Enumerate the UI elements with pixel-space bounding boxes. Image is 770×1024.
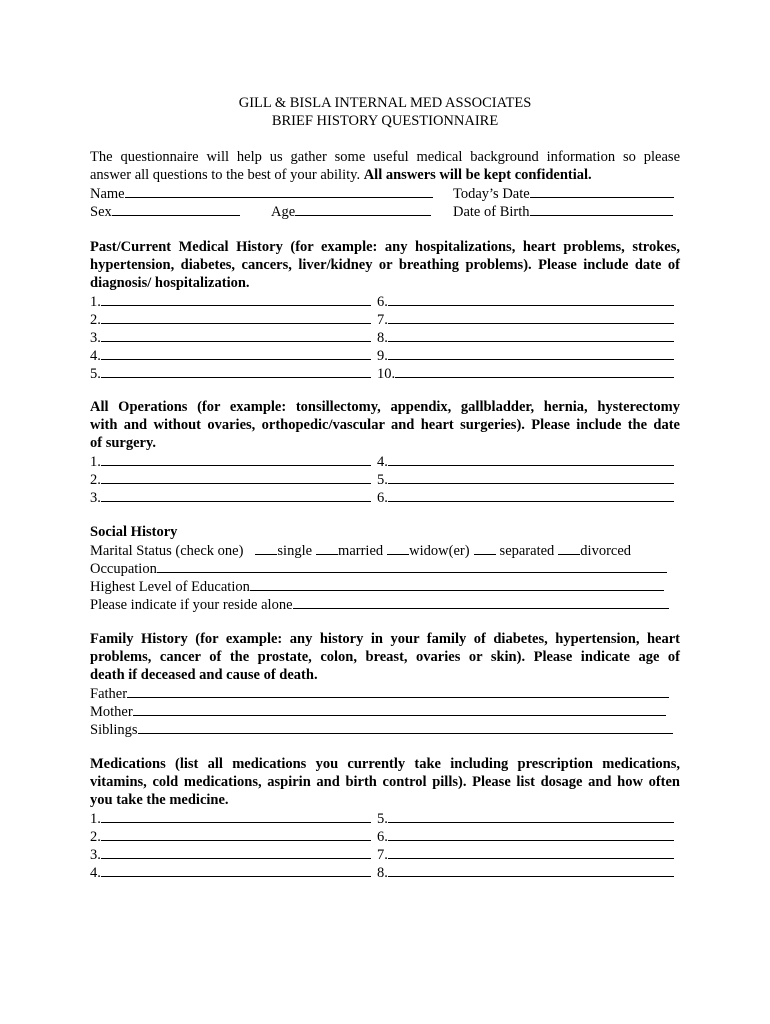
medical-history-entry[interactable] xyxy=(377,364,674,383)
medication-entry[interactable] xyxy=(377,845,674,864)
entry-number: 10. xyxy=(377,366,396,382)
siblings-line[interactable] xyxy=(138,720,673,734)
operation-entry[interactable] xyxy=(90,470,371,489)
entry-line[interactable] xyxy=(388,809,674,823)
entry-line[interactable] xyxy=(101,488,371,502)
medical-history-entry[interactable] xyxy=(90,310,371,329)
entry-line[interactable] xyxy=(101,845,371,859)
occupation-label: Occupation xyxy=(90,561,157,577)
occupation-line[interactable] xyxy=(157,559,667,573)
dob-field[interactable] xyxy=(453,202,673,221)
dob-label: Date of Birth xyxy=(453,204,530,220)
entry-line[interactable] xyxy=(395,364,674,378)
entry-number: 2. xyxy=(90,829,101,845)
medication-entry[interactable] xyxy=(377,827,674,846)
entry-number: 3. xyxy=(90,490,101,506)
entry-line[interactable] xyxy=(101,346,371,360)
siblings-label: Siblings xyxy=(90,722,138,738)
medical-history-entry[interactable] xyxy=(377,346,674,365)
operation-entry[interactable] xyxy=(90,452,371,471)
entry-number: 1. xyxy=(90,454,101,470)
education-field[interactable] xyxy=(90,577,664,596)
entry-line[interactable] xyxy=(388,470,674,484)
family-history-heading-2: problems, cancer of the prostate, colon, breast, ovaries or skin). Please indicate age of xyxy=(90,649,680,665)
mother-field[interactable] xyxy=(90,702,666,721)
sex-label: Sex xyxy=(90,204,112,220)
entry-line[interactable] xyxy=(101,470,371,484)
operation-entry[interactable] xyxy=(90,488,371,507)
entry-number: 5. xyxy=(377,472,388,488)
entry-number: 6. xyxy=(377,829,388,845)
operations-heading-3: of surgery. xyxy=(90,435,157,451)
medication-entry[interactable] xyxy=(90,845,371,864)
entry-line[interactable] xyxy=(101,310,371,324)
social-history-heading: Social History xyxy=(90,524,178,540)
age-field[interactable] xyxy=(271,202,431,221)
name-label: Name xyxy=(90,186,125,202)
entry-number: 6. xyxy=(377,490,388,506)
entry-line[interactable] xyxy=(388,346,674,360)
reside-alone-field[interactable] xyxy=(90,595,669,614)
medication-entry[interactable] xyxy=(90,809,371,828)
intro-line-1: The questionnaire will help us gather some useful medical background information so please xyxy=(90,149,680,165)
siblings-field[interactable] xyxy=(90,720,673,739)
todays-date-line[interactable] xyxy=(530,184,674,198)
entry-line[interactable] xyxy=(101,452,371,466)
entry-number: 7. xyxy=(377,312,388,328)
entry-line[interactable] xyxy=(101,809,371,823)
entry-line[interactable] xyxy=(388,292,674,306)
education-line[interactable] xyxy=(250,577,664,591)
entry-number: 8. xyxy=(377,865,388,881)
operation-entry[interactable] xyxy=(377,488,674,507)
divorced-check-line[interactable] xyxy=(558,541,580,555)
medication-entry[interactable] xyxy=(90,827,371,846)
father-field[interactable] xyxy=(90,684,669,703)
age-label: Age xyxy=(271,204,296,220)
entry-number: 9. xyxy=(377,348,388,364)
medical-history-entry[interactable] xyxy=(90,328,371,347)
entry-number: 1. xyxy=(90,294,101,310)
medical-history-entry[interactable] xyxy=(90,346,371,365)
entry-number: 8. xyxy=(377,330,388,346)
mother-line[interactable] xyxy=(133,702,666,716)
medical-history-heading-2: hypertension, diabetes, cancers, liver/kidney or breathing problems). Please include date of xyxy=(90,257,680,273)
entry-number: 6. xyxy=(377,294,388,310)
medication-entry[interactable] xyxy=(377,809,674,828)
medical-history-heading-1: Past/Current Medical History (for example: any hospitalizations, heart problems, strokes, xyxy=(90,239,680,255)
mother-label: Mother xyxy=(90,704,133,720)
medications-heading-3: you take the medicine. xyxy=(90,792,229,808)
single-check-line[interactable] xyxy=(255,541,277,555)
medication-entry[interactable] xyxy=(90,863,371,882)
medications-heading-1: Medications (list all medications you currently take including prescription medications, xyxy=(90,756,680,772)
medical-history-entry[interactable] xyxy=(377,292,674,311)
married-check-line[interactable] xyxy=(316,541,338,555)
married-option: married xyxy=(338,543,384,559)
medication-entry[interactable] xyxy=(377,863,674,882)
entry-line[interactable] xyxy=(101,863,371,877)
family-history-heading-3: death if deceased and cause of death. xyxy=(90,667,318,683)
entry-number: 5. xyxy=(90,366,101,382)
widow-check-line[interactable] xyxy=(387,541,409,555)
medical-history-heading-3: diagnosis/ hospitalization. xyxy=(90,275,250,291)
sex-line[interactable] xyxy=(112,202,240,216)
name-line[interactable] xyxy=(125,184,433,198)
entry-line[interactable] xyxy=(101,292,371,306)
medical-history-entry[interactable] xyxy=(377,328,674,347)
intro-line-2 xyxy=(90,166,592,184)
entry-line[interactable] xyxy=(388,863,674,877)
entry-line[interactable] xyxy=(101,364,371,378)
entry-number: 5. xyxy=(377,811,388,827)
father-line[interactable] xyxy=(127,684,669,698)
entry-line[interactable] xyxy=(101,827,371,841)
reside-alone-line[interactable] xyxy=(293,595,669,609)
entry-number: 2. xyxy=(90,472,101,488)
dob-line[interactable] xyxy=(530,202,673,216)
widow-option: widow(er) xyxy=(409,543,470,559)
entry-number: 2. xyxy=(90,312,101,328)
entry-line[interactable] xyxy=(388,452,674,466)
name-field[interactable] xyxy=(90,184,433,203)
marital-status-row xyxy=(90,541,631,560)
operations-heading-1: All Operations (for example: tonsillectomy, appendix, gallbladder, hernia, hysterectomy xyxy=(90,399,680,415)
entry-line[interactable] xyxy=(388,488,674,502)
operation-entry[interactable] xyxy=(377,470,674,489)
entry-line[interactable] xyxy=(101,328,371,342)
education-label: Highest Level of Education xyxy=(90,579,250,595)
todays-date-field[interactable] xyxy=(453,184,674,203)
entry-number: 1. xyxy=(90,811,101,827)
form-title: BRIEF HISTORY QUESTIONNAIRE xyxy=(271,113,499,129)
practice-name: GILL & BISLA INTERNAL MED ASSOCIATES xyxy=(238,95,532,111)
occupation-field[interactable] xyxy=(90,559,667,578)
operation-entry[interactable] xyxy=(377,452,674,471)
father-label: Father xyxy=(90,686,128,702)
entry-number: 4. xyxy=(377,454,388,470)
entry-number: 4. xyxy=(90,865,101,881)
entry-line[interactable] xyxy=(388,827,674,841)
medications-heading-2: vitamins, cold medications, aspirin and birth control pills). Please list dosage and how often xyxy=(90,774,680,790)
entry-number: 3. xyxy=(90,330,101,346)
operations-heading-2: with and without ovaries, orthopedic/vascular and heart surgeries). Please include the date xyxy=(90,417,680,433)
todays-date-label: Today’s Date xyxy=(453,186,530,202)
entry-number: 7. xyxy=(377,847,388,863)
marital-status-label: Marital Status (check one) xyxy=(90,543,244,559)
entry-line[interactable] xyxy=(388,845,674,859)
medical-history-entry[interactable] xyxy=(90,292,371,311)
medical-history-entry[interactable] xyxy=(377,310,674,329)
divorced-option: divorced xyxy=(580,543,632,559)
entry-line[interactable] xyxy=(388,310,674,324)
intro-text: answer all questions to the best of your ability. xyxy=(90,167,364,183)
entry-number: 3. xyxy=(90,847,101,863)
separated-check-line[interactable] xyxy=(474,541,496,555)
family-history-heading-1: Family History (for example: any history in your family of diabetes, hypertension, heart xyxy=(90,631,680,647)
confidential-note: All answers will be kept confidential. xyxy=(363,167,592,183)
age-line[interactable] xyxy=(295,202,431,216)
medical-history-entry[interactable] xyxy=(90,364,371,383)
sex-field[interactable] xyxy=(90,202,240,221)
reside-alone-label: Please indicate if your reside alone xyxy=(90,597,293,613)
entry-line[interactable] xyxy=(388,328,674,342)
entry-number: 4. xyxy=(90,348,101,364)
separated-option: separated xyxy=(499,543,555,559)
single-option: single xyxy=(277,543,313,559)
